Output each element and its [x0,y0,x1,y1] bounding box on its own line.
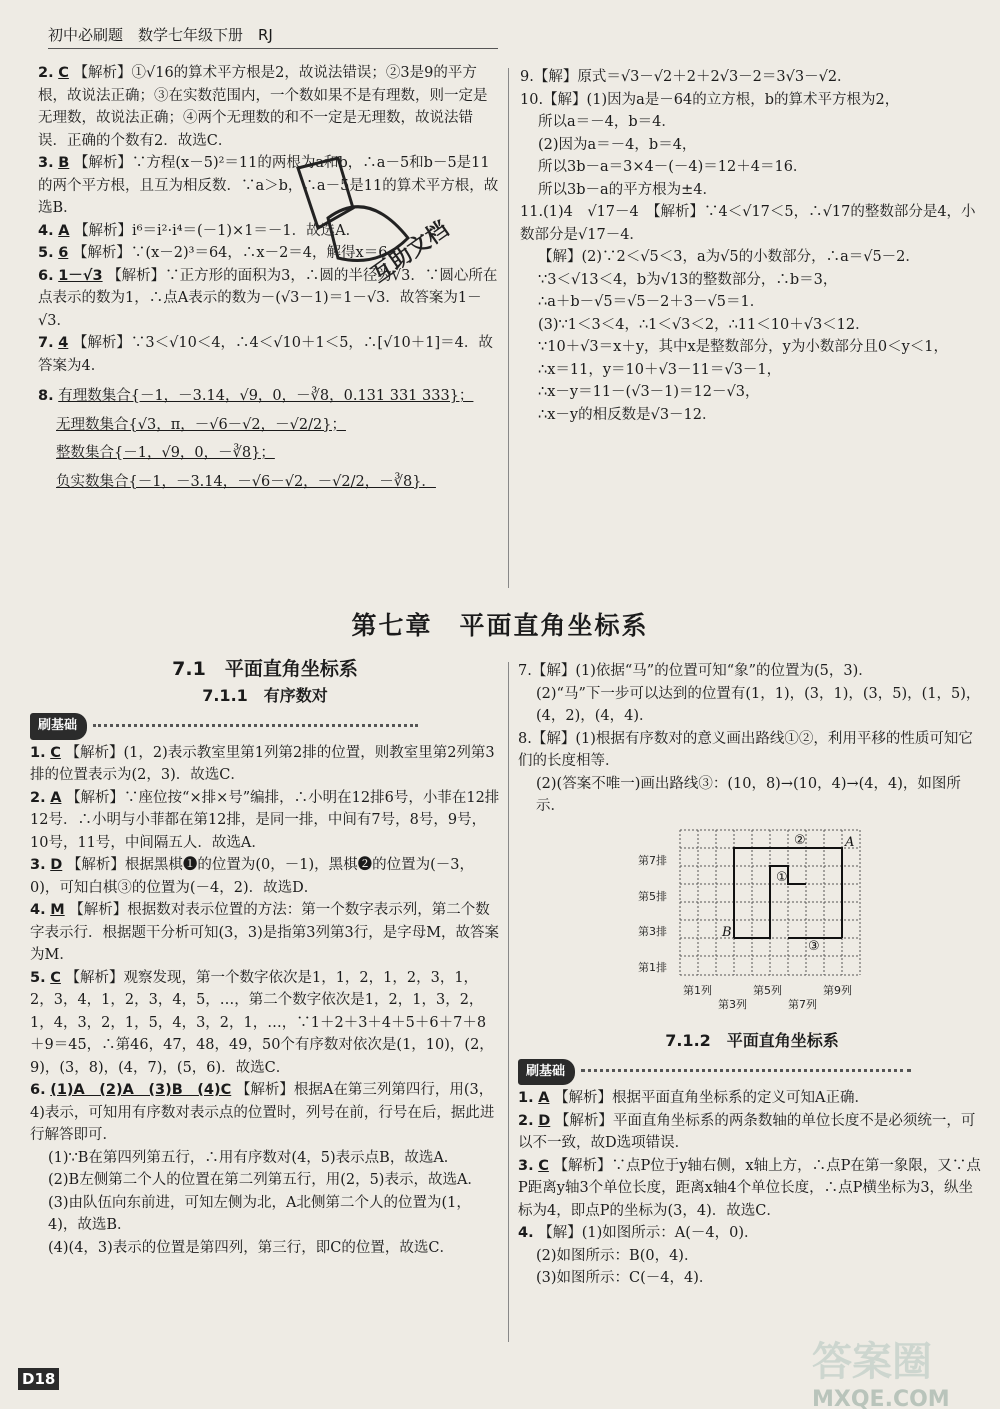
answer-item [30,967,500,1080]
item-number: 1. [518,1090,534,1106]
item-explanation: 【解析】∵(x－2)³＝64，∴x－2＝4，解得x＝6． [72,245,402,261]
answer-item [30,1147,500,1170]
item-answer: C [58,65,69,81]
item-number: 2. [30,789,46,806]
right-bottom-column [518,660,986,1290]
item-answer: (1)A (2)A (3)B (4)C [50,1082,232,1098]
item-explanation: 【解析】根据A在第三列第四行，用(3，4)表示，可知用有序数对表示点的位置时，列号在前，行号在后，据此进行解答即可． [30,1082,495,1143]
answer-item [518,1087,986,1110]
column-divider [508,68,509,588]
solution-line: 所以3b－a的平方根为±4． [538,181,718,198]
item-answer: A [50,789,62,806]
stamp-text: 互助文档 [367,216,454,288]
item-answer: D [538,1112,551,1129]
col-label: 第5列 [753,983,782,997]
solution-line: 10.【解】(1)因为a是－64的立方根，b的算术平方根为2， [520,91,900,108]
solution-line: 9.【解】原式＝√3－√2＋2＋2√3－2＝3√3－√2． [520,69,852,85]
stamp-logo [258,148,478,298]
right-top-column [520,66,985,426]
col-label: 第1列 [683,983,712,997]
answer-item [30,899,500,967]
solution-line: 所以3b－a＝3×4－(－4)＝12＋4＝16． [538,159,808,175]
answer-item [30,1192,500,1237]
answer-item [38,62,500,152]
item-answer: C [50,744,61,761]
row-label: 第5排 [638,889,667,903]
item-number: 3. [38,155,54,171]
routes [734,848,842,938]
route-2 [734,848,842,938]
page-number: D18 [18,1368,59,1390]
subsection-title: 7.1.1 有序数对 [202,685,328,705]
item-number: 7. [38,335,54,351]
item-explanation: (4)(4，3)表示的位置是第四列，第三行，即C的位置，故选C． [48,1239,454,1256]
watermark-logo: 答案圈 [812,1339,932,1385]
item-explanation: 【解析】观察发现，第一个数字依次是1，1，2，1，2，3，1，2，3，4，1，2，3，4，5，…，第二个数字依次是1，2，1，3，2，1，4，3，2，1，5，4，3，2，1，…，∵1＋2＋3＋4＋5＋6＋7＋8＋9＝45，∴第46，47，48，49，50个有序数对依次是(1，10)，(2，9)，(3，8)，(4，7)，(5，6)．故选C． [30,969,494,1076]
route-grid-figure [638,822,986,1025]
dotted-rule-2 [581,1069,911,1072]
item-explanation: 【解析】∵方程(x－5)²＝11的两根为a和b，∴a－5和b－5是11的两个平方根，且互为相反数．∵a＞b，∴a－5是11的算术平方根，故选B． [38,155,499,216]
item-number: 4. [38,222,54,239]
subsection-title-2: 7.1.2 平面直角坐标系 [665,1031,839,1050]
point-a: A [845,834,855,850]
item-answer: C [538,1157,549,1174]
negative-set: 负实数集合{－1，－3.14，－√6－√2，－√2/2，－∛8}． [56,473,436,490]
solution-line: 7.【解】(1)依据“马”的位置可知“象”的位置为(5，3)． [518,663,873,679]
answer-item [30,1169,500,1192]
answer-item [518,1245,986,1268]
item-number: 4. [518,1225,534,1241]
dotted-rule [93,724,418,727]
item-number: 6. [38,267,54,284]
item-explanation: 【解析】∵座位按“×排×号”编排，∴小明在12排6号，小菲在12排12号．∴小明与小菲都在第12排，是同一排，中间有7号，8号，9号，10号，11号，中间隔五人．故选A． [30,789,500,851]
route-label-3: ③ [808,938,820,954]
item-number: 2. [518,1112,534,1129]
point-b: B [722,924,732,940]
route-label-1: ① [776,869,788,885]
solution-line: 所以a＝－4，b＝4． [538,114,676,130]
integer-set: 整数集合{－1，√9，0，－∛8}； [56,445,275,461]
solution-line: ∵10＋√3＝x＋y，其中x是整数部分，y为小数部分且0＜y＜1， [538,339,949,355]
item-answer: C [50,969,61,986]
solution-line: ∴a＋b－√5＝√5－2＋3－√5＝1． [538,294,765,310]
column-divider-bottom [508,662,509,1342]
item-explanation: (2)B左侧第二个人的位置在第二列第五行，用(2，5)表示，故选A． [48,1172,482,1188]
item-explanation: 【解析】根据数对表示位置的方法：第一个数字表示列，第二个数字表示行．根据题干分析可知(3，3)是指第3列第3行，是字母M，故答案为M． [30,902,500,963]
item-explanation: (2)如图所示：B(0，4)． [536,1247,699,1264]
route-label-2: ② [794,832,806,848]
answer-item [30,854,500,899]
item-explanation: 【解析】(1，2)表示教室里第1列第2排的位置，则教室里第2列第3排的位置表示为(2，3)．故选C． [30,744,495,783]
item-explanation: (3)如图所示：C(－4，4)． [536,1270,714,1286]
badge-row-2 [518,1059,986,1086]
left-bottom-column [30,656,500,1259]
answer-item [518,1155,986,1223]
item-explanation: 【解析】i⁶＝i²·i⁴＝(－1)×1＝－1．故选A． [74,222,361,239]
item-answer: 4 [58,335,69,351]
solution-line: (2)因为a＝－4，b＝4， [538,136,697,153]
solution-line: ∴x－y的相反数是√3－12． [538,406,717,423]
item-number: 5. [38,245,54,261]
item-number: 5. [30,969,46,986]
section-title: 7.1 平面直角坐标系 [172,658,358,680]
item-explanation: (1)∵B在第四列第五行，∴用有序数对(4，5)表示点B，故选A． [48,1149,459,1166]
item-explanation: (3)由队伍向东前进，可知左侧为北，A北侧第二个人的位置为(1，4)，故选B． [48,1194,471,1233]
solution-line: 【解】(2)∵2＜√5＜3，a为√5的小数部分，∴a＝√5－2． [538,249,920,265]
item-explanation: 【解析】①√16的算术平方根是2，故说法错误；②3是9的平方根，故说法正确；③在实数范围内，一个数如果不是有理数，则一定是无理数，故说法正确；④两个无理数的和不一定是无理数，故说法错误．正确的个数有2．故选C． [38,65,488,149]
chapter-title: 第七章 平面直角坐标系 [351,611,649,640]
item-answer: 6 [58,245,69,261]
row-label: 第7排 [638,853,667,867]
item-number: 3. [30,857,46,873]
item-number: 1. [30,744,46,761]
answer-item [518,1222,986,1245]
solution-line: (2)(答案不唯一)画出路线③：(10，8)→(10，4)→(4，4)，如图所示． [536,775,961,814]
item-answer: D [50,857,63,873]
item-answer: A [58,222,70,239]
answer-item [518,1110,986,1155]
solution-line: ∴x＝11，y＝10＋√3－11＝√3－1， [538,361,782,378]
item-number: 2. [38,65,54,81]
answer-item [30,1237,500,1260]
row-label: 第3排 [638,924,667,938]
site-watermark [812,1330,950,1409]
col-label: 第7列 [788,997,817,1011]
sets-block: 8. 有理数集合{－1，－3.14，√9，0，－∛8，0.131 331 333}； 无理数集合{√3，π，－√6－√2，－√2/2}； 整数集合{－1，√9，0，－∛8}； 负实数集合{－1，－3.14，－√6－√2，－√2/2，－∛8}． [38,388,474,490]
item-number: 4. [30,902,46,918]
item-number: 6. [30,1082,46,1098]
answer-item [30,1079,500,1147]
route-grid [638,822,888,1017]
item-explanation: 【解析】∵正方形的面积为3，∴圆的半径为√3．∵圆心所在点表示的数为1，∴点A表示的数为－(√3－1)＝1－√3．故答案为1－√3． [38,267,498,329]
item-explanation: 【解析】∵3＜√10＜4，∴4＜√10＋1＜5，∴[√10＋1]＝4．故答案为4． [38,335,493,374]
item-explanation: 【解析】平面直角坐标系的两条数轴的单位长度不是必须统一，可以不一致，故D选项错误． [518,1112,976,1151]
basic-badge-2: 刷基础 [518,1059,575,1086]
item-explanation: 【解析】∵点P位于y轴右侧，x轴上方，∴点P在第一象限，又∵点P距离y轴3个单位长度，距离x轴4个单位长度，∴点P横坐标为3，纵坐标为4，即点P的坐标为(3，4)．故选C． [518,1157,981,1219]
solution-line: (2)“马”下一步可以达到的位置有(1，1)，(3，1)，(3，5)，(1，5)，(4，2)，(4，4)． [536,685,981,724]
item-answer: M [50,902,65,918]
solution-line: (3)∵1＜3＜4，∴1＜√3＜2，∴11＜10＋√3＜12． [538,316,870,333]
solution-line: 8.【解】(1)根据有序数对的意义画出路线①②，利用平移的性质可知它们的长度相等． [518,730,973,769]
badge-row [30,713,500,740]
item-answer: A [538,1090,550,1106]
answer-item [38,332,500,377]
item-explanation: 【解】(1)如图所示：A(－4，0)． [538,1225,759,1241]
running-header: 初中必刷题 数学七年级下册 RJ [48,24,498,49]
item-explanation: 【解析】根据黑棋❶的位置为(0，－1)，黑棋❷的位置为(－3，0)，可知白棋③的位置为(－4，2)．故选D． [30,857,475,896]
irrational-set: 无理数集合{√3，π，－√6－√2，－√2/2}； [56,416,346,433]
solution-line: ∴x－y＝11－(√3－1)＝12－√3， [538,384,760,400]
watermark-url: MXQE.COM [812,1387,950,1409]
solution-line: 11.(1)4 √17－4 【解析】∵4＜√17＜5，∴√17的整数部分是4，小数部分是√17－4． [520,204,976,243]
item-answer: 1－√3 [58,267,103,284]
rational-set: 有理数集合{－1，－3.14，√9，0，－∛8，0.131 331 333}； [58,388,474,404]
answer-item [518,1267,986,1290]
row-label: 第1排 [638,960,667,974]
item-number: 3. [518,1157,534,1174]
answer-item [30,787,500,855]
col-label: 第3列 [718,997,747,1011]
item-answer: B [58,155,70,171]
answer-item [30,742,500,787]
col-label: 第9列 [823,983,852,997]
basic-badge: 刷基础 [30,713,87,740]
item-explanation: 【解析】根据平面直角坐标系的定义可知A正确． [554,1090,870,1106]
solution-line: ∵3＜√13＜4，b为√13的整数部分，∴b＝3， [538,271,838,288]
